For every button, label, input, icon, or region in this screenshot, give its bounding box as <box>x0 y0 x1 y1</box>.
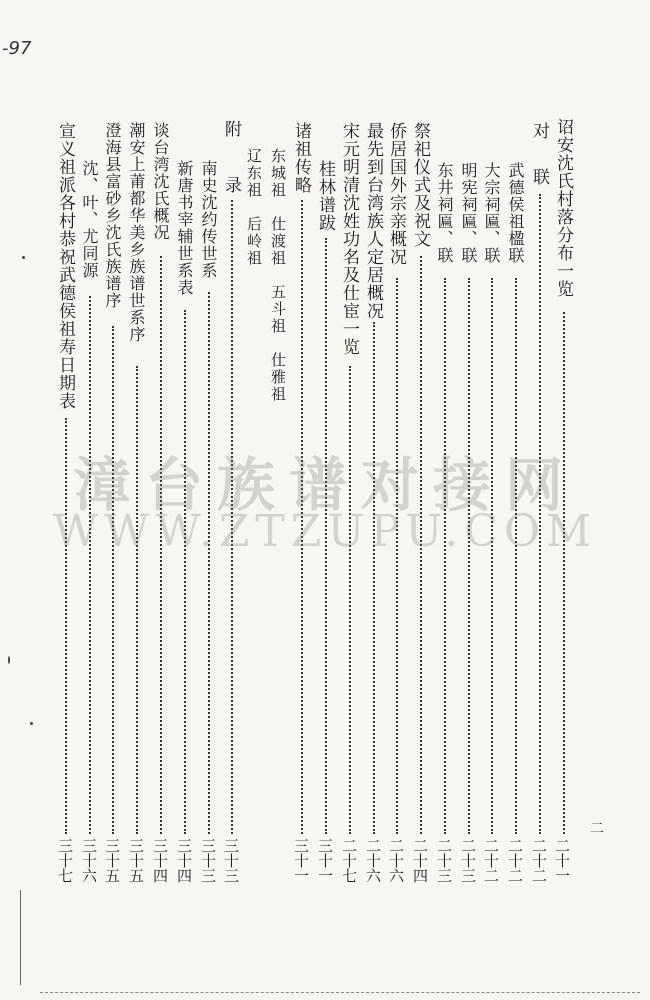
leader-dots <box>89 296 91 834</box>
leader-dots <box>136 366 138 834</box>
toc-entry-11: 桂林谱跋 <box>315 160 335 232</box>
page-ref: 三十一 <box>316 838 334 883</box>
scan-speck <box>8 656 10 664</box>
page-ref: 三十一 <box>292 838 310 883</box>
page-ref: 三十五 <box>103 838 121 883</box>
toc-entry-4: 大宗祠匾、联 <box>482 162 501 264</box>
toc-entry-21: 沈、叶、尤同源 <box>80 160 99 279</box>
toc-appendix-heading-1: 附 <box>221 120 241 138</box>
toc-entry-8: 侨居国外宗亲概况 <box>386 122 406 266</box>
toc-entry-22: 宣义祖派各村恭祝武德侯祖寿日期表 <box>55 122 75 410</box>
toc-entry-9: 最先到台湾族人定居概况 <box>363 122 383 320</box>
toc-entry-7: 祭祀仪式及祝文 <box>410 122 430 248</box>
toc-section-couplets-1: 对 <box>529 122 549 140</box>
page-ref: 二十四 <box>411 838 429 883</box>
toc-entry-16: 南史沈约传世系 <box>199 160 218 279</box>
page-ref: 三十三 <box>199 838 217 883</box>
margin-handwritten-note: -97 <box>2 38 32 59</box>
leader-dots <box>515 278 517 834</box>
leader-dots <box>160 256 162 834</box>
toc-sub-entry-ancestors-2: 辽东祖 后岭祖 <box>245 148 263 267</box>
toc-entry-20: 澄海县富砂乡沈氏族谱序 <box>103 122 122 309</box>
page-ref: 二十二 <box>506 838 524 883</box>
leader-dots <box>396 278 398 834</box>
leader-dots <box>65 418 67 834</box>
toc-entry-5: 明宪祠匾、联 <box>459 162 478 264</box>
leader-dots <box>468 278 470 834</box>
toc-entry-18: 谈台湾沈氏概况 <box>151 122 170 241</box>
page-ref: 二十二 <box>530 838 548 883</box>
page-ref: 二十七 <box>340 838 358 883</box>
page-ref: 二十六 <box>387 838 405 883</box>
scan-edge-line <box>20 890 21 985</box>
page-ref: 二十二 <box>482 838 500 883</box>
watermark-url: WWW.ZTZUPU.COM <box>52 506 598 557</box>
leader-dots <box>491 278 493 834</box>
watermark-cn: 漳台族谱对接网 <box>72 451 577 519</box>
leader-dots <box>373 322 375 834</box>
page-ref: 三十六 <box>80 838 98 883</box>
leader-dots <box>444 278 446 834</box>
page-ref: 三十四 <box>151 838 169 883</box>
leader-dots <box>325 238 327 834</box>
leader-dots <box>208 292 210 834</box>
page-ref: 二十一 <box>553 838 571 883</box>
page-ref: 二十六 <box>364 838 382 883</box>
leader-dots <box>301 200 303 834</box>
toc-entry-1: 诏安沈氏村落分布一览 <box>553 118 573 298</box>
page-ref: 三十五 <box>127 838 145 883</box>
leader-dots <box>349 366 351 834</box>
toc-entry-19: 潮安上莆都华美乡族谱世系序 <box>127 122 146 343</box>
leader-dots <box>184 310 186 834</box>
toc-entry-6: 东井祠匾、联 <box>435 162 454 264</box>
toc-entry-3: 武德侯祖楹联 <box>506 162 525 264</box>
toc-sub-entry-ancestors-1: 东城祖 仕渡祖 五斗祖 仕雅祖 <box>269 148 287 403</box>
leader-dots <box>563 312 565 834</box>
toc-entry-17: 新唐书宰辅世系表 <box>175 160 194 296</box>
scan-speck <box>22 256 25 259</box>
scan-bottom-edge <box>40 992 640 995</box>
page-ref: 三十七 <box>56 838 74 883</box>
leader-dots <box>420 256 422 834</box>
toc-entry-12: 诸祖传略 <box>291 122 311 194</box>
toc-section-couplets-2: 联 <box>529 168 549 186</box>
toc-appendix-heading-2: 录 <box>221 176 241 194</box>
leader-dots <box>231 200 233 834</box>
page-ref: 二十三 <box>435 838 453 883</box>
page-ref: 三十三 <box>222 838 240 883</box>
leader-dots <box>539 194 541 834</box>
toc-entry-10: 宋元明清沈姓功名及仕宦一览 <box>339 122 359 356</box>
scan-speck <box>30 722 33 725</box>
page-ref: 三十四 <box>175 838 193 883</box>
page-ref: 二十三 <box>459 838 477 883</box>
leader-dots <box>112 326 114 834</box>
page-number: 二 <box>590 821 603 837</box>
